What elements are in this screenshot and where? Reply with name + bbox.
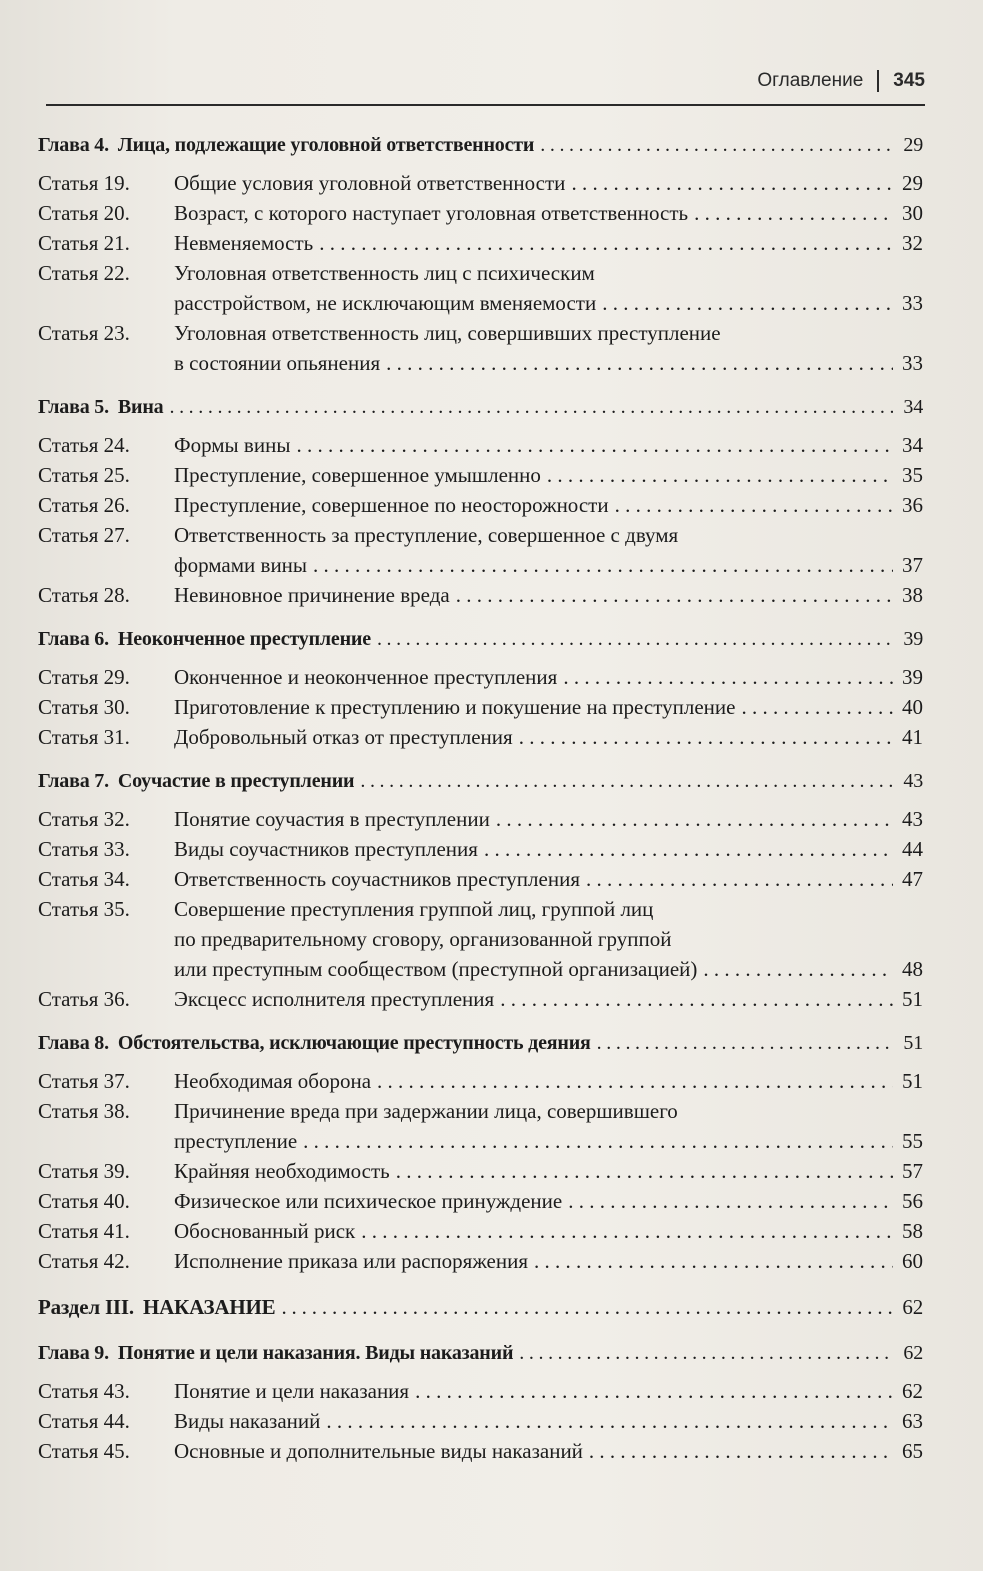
table-of-contents <box>38 130 923 1466</box>
toc-article-entry <box>38 460 923 490</box>
toc-article-label: Статья 36. <box>38 987 130 1011</box>
toc-article-entry <box>38 580 923 610</box>
toc-leader-dots <box>519 1338 893 1368</box>
toc-page-number: 35 <box>902 463 923 487</box>
toc-page-number: 44 <box>902 837 923 861</box>
toc-article-last-line <box>174 1186 923 1216</box>
toc-article-last-line <box>174 550 923 580</box>
toc-leader-dots <box>326 1406 893 1436</box>
toc-article-entry <box>38 1436 923 1466</box>
toc-article-title <box>174 1156 923 1186</box>
toc-page-number: 62 <box>903 1342 923 1364</box>
toc-leader-dots <box>534 1246 893 1276</box>
toc-article-entry <box>38 318 923 378</box>
running-head-separator <box>877 70 879 92</box>
toc-leader-dots <box>303 1126 893 1156</box>
toc-article-label: Статья 35. <box>38 897 130 921</box>
toc-page-number: 36 <box>902 493 923 517</box>
header-rule <box>46 104 925 106</box>
toc-page-number: 37 <box>902 553 923 577</box>
toc-leader-dots <box>456 580 893 610</box>
toc-article-entry <box>38 258 923 318</box>
toc-article-label: Статья 19. <box>38 171 130 195</box>
toc-article-title-line: Понятие и цели наказания <box>174 1379 410 1403</box>
toc-article-last-line <box>174 954 923 984</box>
toc-leader-dots <box>694 198 893 228</box>
toc-article-title-line: Уголовная ответственность лиц с психическим <box>174 261 595 285</box>
toc-page-number: 48 <box>902 957 923 981</box>
running-head-title: Оглавление <box>757 70 864 91</box>
toc-article-label: Статья 37. <box>38 1069 130 1093</box>
toc-leader-dots <box>396 1156 893 1186</box>
toc-article-title <box>174 1096 923 1156</box>
toc-leader-dots <box>319 228 893 258</box>
toc-article-title-line: Невиновное причинение вреда <box>174 583 450 607</box>
toc-article-label: Статья 24. <box>38 433 130 457</box>
toc-chapter-heading <box>38 392 923 422</box>
toc-page-number: 63 <box>902 1409 923 1433</box>
toc-article-title-line: Физическое или психическое принуждение <box>174 1189 563 1213</box>
toc-leader-dots <box>500 984 893 1014</box>
toc-leader-dots <box>602 288 893 318</box>
toc-heading-label: Глава 6. <box>38 628 109 650</box>
toc-page-number: 30 <box>902 201 923 225</box>
toc-article-title <box>174 198 923 228</box>
toc-article-title-line: Общие условия уголовной ответственности <box>174 171 566 195</box>
toc-heading-title: Соучастие в преступлении <box>117 770 355 792</box>
toc-article-title-line: Совершение преступления группой лиц, группой лиц <box>174 897 654 921</box>
toc-leader-dots <box>568 1186 893 1216</box>
toc-article-last-line <box>174 228 923 258</box>
toc-heading-label: Глава 4. <box>38 134 109 156</box>
toc-article-title <box>174 460 923 490</box>
toc-article-entry <box>38 198 923 228</box>
toc-leader-dots <box>386 348 893 378</box>
toc-leader-dots <box>589 1436 893 1466</box>
toc-article-label: Статья 20. <box>38 201 130 225</box>
toc-article-label: Статья 23. <box>38 321 130 345</box>
toc-article-entry <box>38 662 923 692</box>
toc-leader-dots <box>571 168 893 198</box>
toc-article-title <box>174 864 923 894</box>
toc-article-title-line: расстройством, не исключающим вменяемости <box>174 291 597 315</box>
toc-heading-label: Раздел III. <box>38 1295 134 1319</box>
toc-article-last-line <box>174 348 923 378</box>
toc-article-last-line <box>174 984 923 1014</box>
toc-article-label: Статья 43. <box>38 1379 130 1403</box>
toc-article-title-line: по предварительному сговору, организованной группой <box>174 927 672 951</box>
toc-article-label: Статья 29. <box>38 665 130 689</box>
toc-article-entry <box>38 490 923 520</box>
toc-chapter-heading <box>38 1338 923 1368</box>
toc-page-number: 34 <box>902 433 923 457</box>
toc-page-number: 43 <box>902 807 923 831</box>
toc-article-label: Статья 22. <box>38 261 130 285</box>
toc-article-title <box>174 984 923 1014</box>
toc-article-title-line: в состоянии опьянения <box>174 351 381 375</box>
toc-article-title-line: Необходимая оборона <box>174 1069 372 1093</box>
toc-article-title <box>174 834 923 864</box>
toc-article-last-line <box>174 1246 923 1276</box>
toc-leader-dots <box>415 1376 893 1406</box>
toc-page-number: 38 <box>902 583 923 607</box>
toc-page-number: 65 <box>902 1439 923 1463</box>
toc-page-number: 29 <box>903 134 923 156</box>
toc-article-label: Статья 33. <box>38 837 130 861</box>
toc-article-title-line: Ответственность соучастников преступления <box>174 867 580 891</box>
toc-article-label: Статья 38. <box>38 1099 130 1123</box>
toc-leader-dots <box>597 1028 893 1058</box>
toc-heading-title: НАКАЗАНИЕ <box>142 1295 276 1319</box>
toc-article-title-line: Преступление, совершенное по неосторожности <box>174 493 609 517</box>
toc-chapter-heading <box>38 624 923 654</box>
toc-leader-dots <box>547 460 893 490</box>
toc-page-number: 51 <box>903 1032 923 1054</box>
toc-article-label: Статья 40. <box>38 1189 130 1213</box>
toc-article-last-line <box>174 662 923 692</box>
toc-page-number: 51 <box>902 1069 923 1093</box>
toc-page-number: 34 <box>903 396 923 418</box>
toc-article-label: Статья 27. <box>38 523 130 547</box>
toc-leader-dots <box>313 550 893 580</box>
toc-article-title-line: преступление <box>174 1129 298 1153</box>
toc-heading-label: Глава 5. <box>38 396 109 418</box>
toc-leader-dots <box>377 624 893 654</box>
toc-article-title <box>174 662 923 692</box>
toc-article-last-line <box>174 692 923 722</box>
toc-article-title-line: Приготовление к преступлению и покушение на преступление <box>174 695 736 719</box>
toc-article-last-line <box>174 722 923 752</box>
toc-leader-dots <box>296 430 893 460</box>
toc-article-entry <box>38 1066 923 1096</box>
toc-article-last-line <box>174 198 923 228</box>
toc-heading-title: Лица, подлежащие уголовной ответственности <box>117 134 535 156</box>
toc-article-title <box>174 168 923 198</box>
toc-article-title-line: Добровольный отказ от преступления <box>174 725 513 749</box>
toc-article-label: Статья 28. <box>38 583 130 607</box>
toc-article-title-line: Преступление, совершенное умышленно <box>174 463 541 487</box>
toc-article-entry <box>38 804 923 834</box>
toc-article-title-line: Формы вины <box>174 433 291 457</box>
toc-page-number: 39 <box>902 665 923 689</box>
toc-article-label: Статья 42. <box>38 1249 130 1273</box>
toc-article-entry <box>38 1376 923 1406</box>
toc-page-number: 58 <box>902 1219 923 1243</box>
toc-article-last-line <box>174 864 923 894</box>
toc-heading-title: Понятие и цели наказания. Виды наказаний <box>117 1342 514 1364</box>
toc-article-title <box>174 1436 923 1466</box>
toc-article-label: Статья 34. <box>38 867 130 891</box>
toc-article-last-line <box>174 804 923 834</box>
toc-article-title <box>174 318 923 378</box>
toc-article-entry <box>38 692 923 722</box>
toc-article-last-line <box>174 288 923 318</box>
toc-article-last-line <box>174 834 923 864</box>
toc-article-title-line: Эксцесс исполнителя преступления <box>174 987 495 1011</box>
toc-article-title-line: формами вины <box>174 553 308 577</box>
toc-article-title-line: Уголовная ответственность лиц, совершивших преступление <box>174 321 721 345</box>
toc-page-number: 33 <box>902 291 923 315</box>
toc-page-number: 57 <box>902 1159 923 1183</box>
toc-article-last-line <box>174 1436 923 1466</box>
toc-page-number: 43 <box>903 770 923 792</box>
toc-leader-dots <box>169 392 893 422</box>
toc-article-last-line <box>174 1066 923 1096</box>
toc-article-title-line: Ответственность за преступление, совершенное с двумя <box>174 523 679 547</box>
toc-heading-label: Глава 7. <box>38 770 109 792</box>
toc-page-number: 33 <box>902 351 923 375</box>
toc-article-entry <box>38 168 923 198</box>
toc-leader-dots <box>586 864 893 894</box>
toc-article-last-line <box>174 1216 923 1246</box>
toc-leader-dots <box>484 834 893 864</box>
toc-article-title <box>174 490 923 520</box>
toc-article-entry <box>38 430 923 460</box>
toc-article-label: Статья 41. <box>38 1219 130 1243</box>
toc-page-number: 39 <box>903 628 923 650</box>
toc-leader-dots <box>741 692 893 722</box>
toc-article-label: Статья 45. <box>38 1439 130 1463</box>
toc-page-number: 40 <box>902 695 923 719</box>
toc-article-last-line <box>174 490 923 520</box>
toc-article-title <box>174 1246 923 1276</box>
toc-page-number: 56 <box>902 1189 923 1213</box>
toc-leader-dots <box>540 130 893 160</box>
toc-article-title <box>174 1216 923 1246</box>
toc-article-title <box>174 228 923 258</box>
toc-article-title-line: Возраст, с которого наступает уголовная ответственность <box>174 201 689 225</box>
toc-heading-label: Глава 8. <box>38 1032 109 1054</box>
toc-article-last-line <box>174 580 923 610</box>
toc-article-last-line <box>174 1126 923 1156</box>
toc-article-entry <box>38 1186 923 1216</box>
toc-article-title <box>174 520 923 580</box>
toc-page-number: 55 <box>902 1129 923 1153</box>
toc-article-title-line: Основные и дополнительные виды наказаний <box>174 1439 583 1463</box>
toc-page-number: 51 <box>902 987 923 1011</box>
toc-article-title-line: Причинение вреда при задержании лица, совершившего <box>174 1099 678 1123</box>
toc-page-number: 29 <box>902 171 923 195</box>
toc-article-entry <box>38 834 923 864</box>
toc-article-title-line: Понятие соучастия в преступлении <box>174 807 490 831</box>
toc-leader-dots <box>496 804 893 834</box>
toc-article-entry <box>38 228 923 258</box>
toc-article-title <box>174 430 923 460</box>
toc-article-title-line: Крайняя необходимость <box>174 1159 390 1183</box>
toc-article-title <box>174 692 923 722</box>
toc-heading-title: Обстоятельства, исключающие преступность деяния <box>117 1032 591 1054</box>
toc-article-entry <box>38 722 923 752</box>
toc-page-number: 47 <box>902 867 923 891</box>
toc-article-title <box>174 722 923 752</box>
toc-article-title <box>174 1406 923 1436</box>
toc-article-label: Статья 26. <box>38 493 130 517</box>
toc-page-number: 62 <box>902 1295 923 1319</box>
toc-article-last-line <box>174 460 923 490</box>
toc-article-label: Статья 21. <box>38 231 130 255</box>
toc-article-last-line <box>174 430 923 460</box>
toc-article-title <box>174 258 923 318</box>
toc-page-number: 32 <box>902 231 923 255</box>
toc-article-last-line <box>174 1406 923 1436</box>
toc-article-label: Статья 44. <box>38 1409 130 1433</box>
toc-article-last-line <box>174 1156 923 1186</box>
toc-page-number: 62 <box>902 1379 923 1403</box>
toc-article-label: Статья 32. <box>38 807 130 831</box>
toc-article-entry <box>38 1096 923 1156</box>
toc-leader-dots <box>281 1292 893 1322</box>
toc-article-last-line <box>174 168 923 198</box>
toc-article-entry <box>38 984 923 1014</box>
toc-chapter-heading <box>38 130 923 160</box>
toc-chapter-heading <box>38 1028 923 1058</box>
toc-article-title-line: Виды соучастников преступления <box>174 837 478 861</box>
toc-article-title <box>174 1376 923 1406</box>
toc-leader-dots <box>361 1216 893 1246</box>
toc-article-label: Статья 39. <box>38 1159 130 1183</box>
toc-article-title-line: Исполнение приказа или распоряжения <box>174 1249 529 1273</box>
toc-page-number: 60 <box>902 1249 923 1273</box>
toc-article-title <box>174 1186 923 1216</box>
toc-article-entry <box>38 864 923 894</box>
toc-article-entry <box>38 1246 923 1276</box>
toc-leader-dots <box>519 722 893 752</box>
toc-article-last-line <box>174 1376 923 1406</box>
toc-article-title <box>174 804 923 834</box>
toc-article-label: Статья 25. <box>38 463 130 487</box>
toc-article-label: Статья 30. <box>38 695 130 719</box>
toc-article-entry <box>38 1406 923 1436</box>
toc-article-title <box>174 580 923 610</box>
toc-heading-label: Глава 9. <box>38 1342 109 1364</box>
toc-leader-dots <box>703 954 893 984</box>
running-head <box>757 70 925 92</box>
toc-chapter-heading <box>38 766 923 796</box>
toc-article-title-line: Невменяемость <box>174 231 314 255</box>
toc-article-title <box>174 1066 923 1096</box>
toc-article-title-line: Виды наказаний <box>174 1409 321 1433</box>
toc-article-title-line: Обоснованный риск <box>174 1219 356 1243</box>
toc-article-entry <box>38 1216 923 1246</box>
page-number: 345 <box>893 70 925 91</box>
toc-article-entry <box>38 1156 923 1186</box>
toc-leader-dots <box>377 1066 893 1096</box>
toc-leader-dots <box>360 766 893 796</box>
toc-heading-title: Вина <box>117 396 164 418</box>
toc-article-title-line: или преступным сообществом (преступной организацией) <box>174 957 698 981</box>
toc-leader-dots <box>563 662 893 692</box>
toc-leader-dots <box>615 490 893 520</box>
toc-article-entry <box>38 520 923 580</box>
toc-article-entry <box>38 894 923 984</box>
toc-page-number: 41 <box>902 725 923 749</box>
toc-article-title-line: Оконченное и неоконченное преступления <box>174 665 558 689</box>
toc-article-title <box>174 894 923 984</box>
toc-part-heading <box>38 1292 923 1322</box>
toc-article-label: Статья 31. <box>38 725 130 749</box>
toc-heading-title: Неоконченное преступление <box>117 628 371 650</box>
